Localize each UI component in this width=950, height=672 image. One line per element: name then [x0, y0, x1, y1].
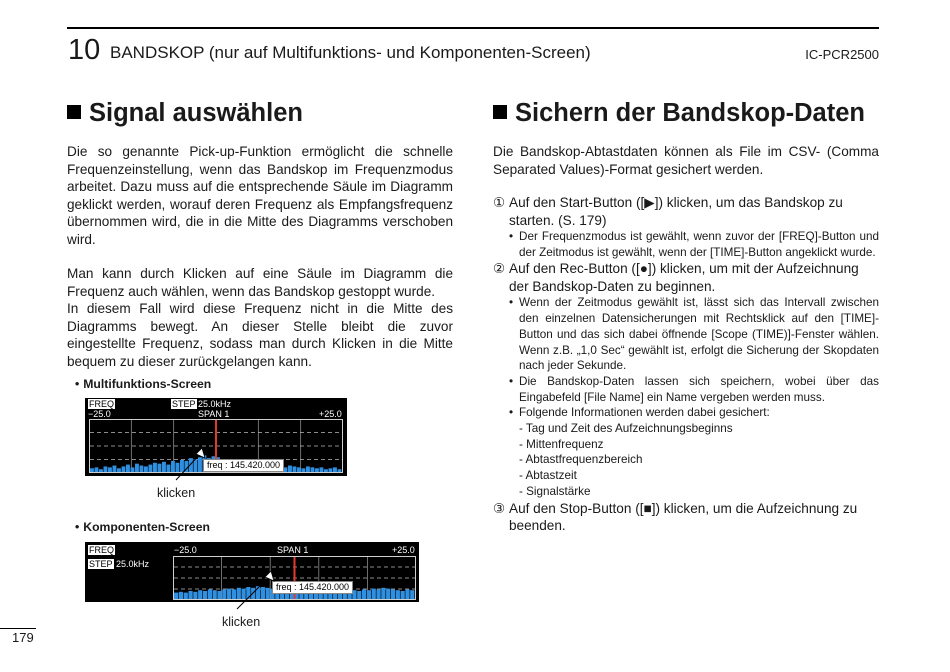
signal-bar — [179, 592, 183, 599]
signal-bar — [293, 466, 297, 472]
signal-bar — [372, 589, 376, 599]
step-value: 25.0kHz — [198, 399, 232, 409]
signal-bar — [188, 591, 192, 599]
left-column — [67, 95, 453, 392]
note-text: Der Frequenzmodus ist gewählt, wenn zuvor der [FREQ]-Button und der Zeitmodus ist gewählt, wenn der [TIME]-Button angeklickt wurde. — [519, 230, 879, 259]
bullet-icon: • — [75, 520, 80, 534]
signal-bar — [158, 464, 162, 472]
dash-item: - Signalstärke — [519, 484, 591, 498]
note-text: Die Bandskop-Daten lassen sich speichern, wobei über das Eingabefeld [File Name] ein Name vergeben werden muss. — [519, 374, 879, 404]
klicken-label: klicken — [157, 486, 196, 500]
signal-bar — [122, 466, 126, 472]
step-number: ① — [493, 195, 506, 210]
signal-bar — [167, 465, 171, 472]
signal-bar — [193, 592, 197, 599]
signal-bar — [117, 468, 121, 472]
step-value: 25.0kHz — [116, 559, 150, 569]
frequency-popup: freq : 145.420.000 — [203, 459, 284, 472]
signal-bar — [329, 468, 333, 472]
signal-bar — [174, 593, 178, 599]
signal-bar — [367, 590, 371, 599]
paragraph: Die so genannte Pick-up-Funktion ermöglicht die schnelle Frequenzeinstellung, wenn das Bandskop im Frequenzmodus arbeitet. Dazu muss auf die entsprechende Säule im Diagramm geklickt werden, worauf deren Frequenz als Empfangsfrequenz übernommen wird, die in die Mitte des Diagramms verschoben wird. — [67, 144, 453, 247]
paragraph: Die Bandskop-Abtastdaten können als File im CSV- (Comma Separated Values)-Format gesichert werden. — [493, 144, 879, 177]
span-right-value: +25.0 — [392, 545, 415, 555]
dash-item: - Mittenfrequenz — [519, 437, 604, 451]
section-heading-save — [493, 95, 879, 131]
step-number: ③ — [493, 500, 506, 516]
note-item — [509, 374, 879, 405]
bullet-icon: • — [509, 406, 514, 420]
square-bullet-icon — [67, 105, 81, 119]
signal-bar — [288, 466, 292, 472]
chapter-title: BANDSKOP (nur auf Multifunktions- und Komponenten-Screen) — [110, 43, 591, 62]
signal-bar — [149, 465, 153, 472]
signal-bar — [108, 467, 112, 472]
step-text: Auf den Start-Button ([▶]) klicken, um das Bandskop zu starten. (S. 179) — [509, 195, 843, 228]
signal-bar — [357, 591, 361, 599]
step-item — [493, 194, 879, 260]
note-item — [509, 229, 879, 260]
signal-bar — [381, 588, 385, 599]
signal-bar — [184, 593, 188, 599]
span-right-value: +25.0 — [319, 409, 342, 419]
section-heading-signal — [67, 95, 453, 131]
signal-bar — [198, 590, 202, 599]
header-rule — [67, 27, 879, 29]
step-label: STEP — [89, 559, 113, 569]
signal-bar — [376, 589, 380, 599]
section-heading-text: Sichern der Bandskop-Daten — [515, 99, 865, 127]
model-name: IC-PCR2500 — [805, 47, 879, 62]
signal-bar — [362, 589, 366, 599]
bullet-icon: • — [509, 230, 514, 243]
signal-bar — [338, 469, 342, 472]
step-item — [493, 260, 879, 499]
step-number: ② — [493, 261, 506, 277]
span-left-value: −25.0 — [174, 545, 197, 555]
bullet-icon: • — [509, 296, 514, 310]
signal-bar — [153, 463, 157, 472]
signal-bar — [391, 589, 395, 599]
cursor-arrow-icon — [233, 567, 279, 613]
frequency-popup: freq : 145.420.000 — [272, 581, 353, 594]
signal-bar — [144, 466, 148, 472]
signal-bar — [324, 469, 328, 472]
screen-label-multifunction — [75, 376, 453, 392]
screen-label-text: Multifunktions-Screen — [83, 377, 212, 391]
signal-bar — [396, 590, 400, 599]
freq-button[interactable]: FREQ — [89, 545, 115, 555]
signal-bar — [90, 468, 94, 472]
footer-rule — [0, 628, 36, 629]
square-bullet-icon — [493, 105, 507, 119]
screen-label-text: Komponenten-Screen — [83, 520, 210, 534]
bullet-icon: • — [509, 374, 514, 388]
step-item — [493, 500, 879, 535]
note-text: Wenn der Zeitmodus gewählt ist, lässt sich das Intervall zwischen den einzelnen Datensicherungen mit Rechtsklick auf den [TIME]-Button und das sich dabei öffnende [Scope (TIME)]-Fenster wählen. Wenn z.B. „1,0 Sec“ gewählt ist, erfolgt die Sicherung der Skopdaten nach jeder Sekunde. — [519, 296, 879, 373]
screen-label-component — [75, 519, 210, 535]
span-left-value: −25.0 — [88, 409, 111, 419]
step-text: Auf den Rec-Button ([●]) klicken, um mit der Aufzeichnung der Bandskop-Daten zu beginnen. — [509, 261, 859, 294]
signal-bar — [302, 468, 306, 472]
step-text: Auf den Stop-Button ([■]) klicken, um die Aufzeichnung zu beenden. — [509, 500, 858, 534]
chapter-number: 10 — [68, 34, 101, 66]
signal-bar — [213, 590, 217, 599]
klicken-label: klicken — [222, 615, 261, 629]
signal-bar — [99, 469, 103, 472]
signal-bar — [320, 467, 324, 472]
signal-bar — [315, 468, 319, 472]
signal-bar — [104, 466, 108, 472]
span-label: SPAN 1 — [277, 545, 309, 555]
signal-bar — [284, 467, 288, 472]
steps-list — [493, 194, 879, 535]
bullet-icon: • — [75, 377, 80, 391]
signal-bar — [333, 467, 337, 472]
note-item — [509, 295, 879, 374]
signal-bar — [135, 464, 139, 472]
dash-item: - Tag und Zeit des Aufzeichnungsbeginns — [519, 422, 733, 436]
signal-bar — [131, 467, 135, 472]
signal-bar — [203, 591, 207, 599]
step-label: STEP — [172, 399, 196, 409]
signal-bar — [297, 467, 301, 472]
paragraph: In diesem Fall wird diese Frequenz nicht in die Mitte des Diagramms bewegt. An dieser Stelle bleibt die zuvor eingestellte Frequenz, sodass man durch Klicken in die Mitte bequem zu dieser zurückgelangen kann. — [67, 301, 453, 369]
signal-bar — [208, 589, 212, 599]
signal-bar — [306, 466, 310, 472]
signal-bar — [311, 467, 315, 472]
signal-bar — [227, 589, 231, 599]
note-item — [509, 405, 879, 499]
signal-bar — [95, 467, 99, 472]
signal-bar — [410, 590, 414, 599]
note-text: Folgende Informationen werden dabei gesichert: — [519, 406, 770, 420]
dash-item: - Abtastzeit — [519, 469, 577, 483]
signal-bar — [162, 462, 166, 472]
paragraph: Man kann durch Klicken auf eine Säule im Diagramm die Frequenz auch wählen, wenn das Bandskop gestoppt wurde. — [67, 266, 453, 299]
section-heading-text: Signal auswählen — [89, 99, 303, 127]
freq-button[interactable]: FREQ — [89, 399, 115, 409]
span-label: SPAN 1 — [198, 409, 230, 419]
cursor-arrow-icon — [172, 444, 212, 484]
signal-bar — [222, 589, 226, 599]
right-column — [493, 95, 879, 535]
signal-bar — [401, 591, 405, 599]
signal-bar — [217, 591, 221, 599]
signal-bar — [126, 465, 130, 472]
signal-bar — [386, 589, 390, 599]
page-number: 179 — [12, 630, 34, 645]
signal-bar — [140, 466, 144, 472]
signal-bar — [405, 589, 409, 599]
signal-bar — [113, 466, 117, 472]
dash-item: - Abtastfrequenzbereich — [519, 453, 643, 467]
